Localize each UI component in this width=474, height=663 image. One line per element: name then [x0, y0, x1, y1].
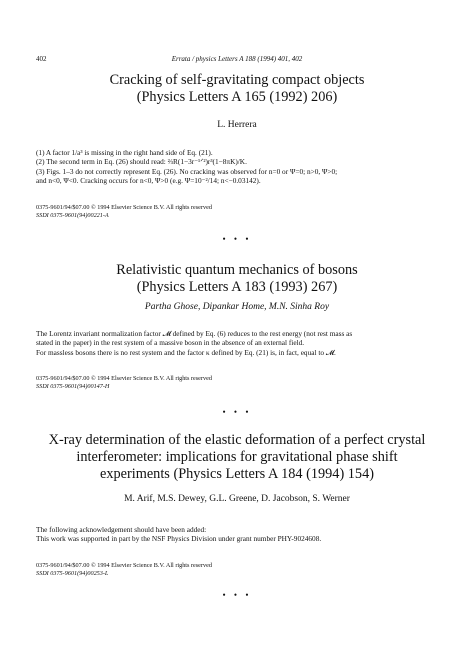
article-1-body-line: (1) A factor 1/a³ is missing in the right hand side of Eq. (21). [36, 148, 213, 157]
article-1-title-line-2: (Physics Letters A 165 (1992) 206) [136, 89, 338, 105]
article-1-body [36, 148, 438, 186]
page-number: 402 [36, 55, 47, 63]
article-2-authors: Partha Ghose, Dipankar Home, M.N. Sinha Roy [144, 302, 330, 312]
article-2-body-line: stated in the paper) in the rest system of a massive boson in the absence of an external field. [36, 338, 305, 348]
article-2-copyright: 0375-9601/94/$07.00 © 1994 Elsevier Science B.V. All rights reserved [36, 375, 212, 382]
article-1-title [20, 72, 454, 106]
running-head: Errata / physics Letters A 188 (1994) 401, 402 [171, 55, 303, 63]
article-1-title-line-1: Cracking of self-gravitating compact objects [109, 72, 365, 88]
article-3-authors: M. Arif, M.S. Dewey, G.L. Greene, D. Jacobson, S. Werner [124, 494, 350, 504]
article-2-title [20, 262, 454, 296]
article-3-copyright: 0375-9601/94/$07.00 © 1994 Elsevier Science B.V. All rights reserved [36, 562, 212, 569]
article-3-title [20, 432, 454, 483]
article-3-body-line: This work was supported in part by the NSF Physics Division under grant number PHY-9024608. [36, 534, 322, 544]
article-3-title-line-2: interferometer: implications for gravitational phase shift [76, 449, 398, 465]
article-2-ssdi: SSDI 0375-9601(94)00147-H [36, 383, 110, 390]
article-2-footer [36, 375, 212, 391]
article-1-body-line: and n<0, Ψ<0. Cracking occurs for n<0, Ψ>0 (e.g. Ψ=10⁻²/14; n<−0.03142). [36, 176, 261, 186]
article-2-title-line-2: (Physics Letters A 183 (1993) 267) [136, 279, 338, 295]
separator-2: • • • [222, 407, 252, 417]
article-1-body-line: (3) Figs. 1–3 do not correctly represent Eq. (26). No cracking was observed for n=0 or Ψ=0; n>0, Ψ>0; [36, 166, 338, 176]
article-1-ssdi: SSDI 0375-9601(94)00221-A [36, 212, 109, 219]
article-3-title-line-3: experiments (Physics Letters A 184 (1994) 154) [100, 466, 374, 482]
article-2-body-line: The Lorentz invariant normalization factor 𝓜 defined by Eq. (6) reduces to the rest energy (not rest mass as [36, 329, 353, 338]
separator-1: • • • [222, 234, 252, 244]
article-3-footer [36, 562, 212, 578]
article-3-title-line-1: X-ray determination of the elastic deformation of a perfect crystal [48, 432, 426, 448]
article-2-body [36, 329, 438, 357]
article-2-body-line: For massless bosons there is no rest system and the factor κ defined by Eq. (21) is, in fact, equal to 𝓜. [36, 347, 336, 357]
article-3-ssdi: SSDI 0375-9601(94)00253-L [36, 570, 109, 577]
article-1-body-line: (2) The second term in Eq. (26) should read: ⅔R(1−3r⁻¹ᐟ²)r³(1−8πK)/K. [36, 157, 247, 167]
article-3-body [36, 525, 438, 544]
article-1-footer [36, 204, 212, 220]
article-2-title-line-1: Relativistic quantum mechanics of bosons [116, 262, 358, 278]
separator-3: • • • [222, 590, 252, 600]
article-3-body-line: The following acknowledgement should have been added: [36, 525, 207, 534]
article-1-authors: L. Herrera [217, 120, 257, 130]
article-1-copyright: 0375-9601/94/$07.00 © 1994 Elsevier Science B.V. All rights reserved [36, 204, 212, 211]
